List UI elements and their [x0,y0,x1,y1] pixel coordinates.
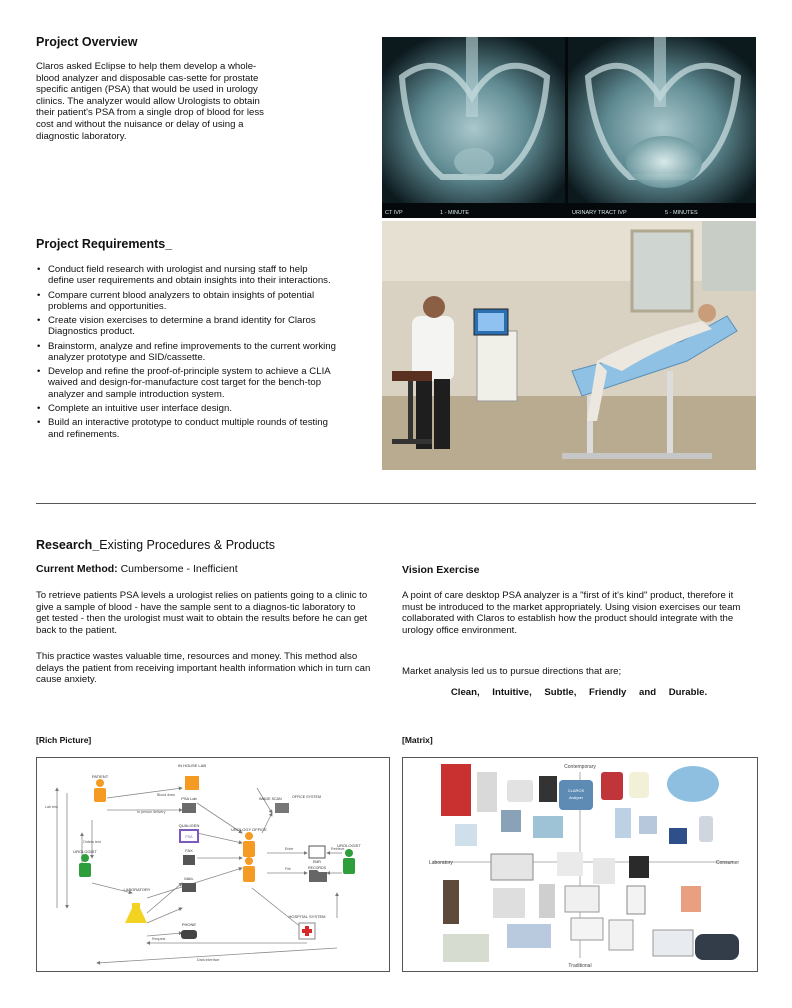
claros-device-image [559,780,593,810]
product-image [627,886,645,914]
rich-picture-diagram [36,757,390,972]
research-title [36,538,275,552]
xray-image [382,37,756,218]
label-request: Request [152,937,166,941]
psa-lab-icon [182,803,196,813]
xray-caption-4: 5 - MINUTES [665,210,698,216]
label-mail: MAIL [184,876,194,881]
clinic-photo [382,221,756,470]
product-image [699,816,713,842]
requirements-list [36,264,336,443]
product-image [493,888,525,918]
label-urologist-left: UROLOGIST [73,849,97,854]
label-in-person: In person delivery [137,810,166,814]
product-image [593,858,615,884]
product-image [533,816,563,838]
vision-exercise-title: Vision Exercise [402,564,480,576]
matrix-axis-bottom: Traditional [568,963,592,969]
claros-brand-label: CLAROS [567,788,585,793]
product-image [507,924,551,948]
label-phone: PHONE [181,922,197,927]
matrix-diagram [402,757,758,972]
current-method-body-1: To retrieve patients PSA levels a urologist relies on patients going to a clinic to give a sample of blood - have the sample sent to a diagnos-tic laboratory to get tested - then the urologist must wait to obtain the results before he can get back to the patient. [36,590,368,636]
urologist-right-icon [343,849,355,874]
mail-icon [182,883,196,892]
label-laboratory: LABORATORY [123,887,151,892]
list-item: • Develop and refine the proof-of-principle system to achieve a CLIA waived and design-for-manufacture cost target for the bench-top analyzer and sample introduction system. [36,366,336,399]
product-image [629,856,649,878]
current-method-label: Current Method: [36,563,118,575]
product-image [615,808,631,838]
current-method-value: Cumbersome - Inefficient [117,563,238,575]
product-image [681,886,701,912]
label-lab-test: Lab test [45,805,58,809]
requirements-title: Project Requirements_ [36,237,173,251]
list-item: • Build an interactive prototype to conduct multiple rounds of testing and refinements. [36,417,336,439]
list-item: • Compare current blood analyzers to obtain insights of potential problems and opportunities. [36,290,336,312]
label-patient: PATIENT [91,774,109,779]
rich-picture-caption: [Rich Picture] [36,735,92,745]
xray-caption-3: URINARY TRACT IVP [572,210,627,216]
label-data-interface: Data interface [197,958,220,962]
list-item: • Create vision exercises to determine a brand identity for Claros Diagnostics product. [36,315,336,337]
product-image [491,854,533,880]
product-image [609,920,633,950]
label-psa-lab: PSA Lab [181,796,197,801]
label-emr: EMR [313,860,321,864]
label-psa-tag: PSA [185,835,193,839]
matrix-axis-right: Consumer [715,860,739,866]
urology-office-icon [243,832,255,882]
patient-icon [94,779,106,802]
claros-device-label: Analyzer [569,796,583,800]
fax-icon [183,855,195,865]
research-title-rest: Existing Procedures & Products [99,538,276,552]
label-retrieve: Retrieve [331,847,345,851]
list-item: • Complete an intuitive user interface design. [36,403,336,414]
product-image [507,780,533,802]
product-image [667,766,719,802]
list-item: • Conduct field research with urologist and nursing staff to help define user requirements and obtain insights into their interactions. [36,264,336,286]
xray-caption-1: CT IVP [385,210,403,216]
product-image [441,764,471,816]
section-divider [36,503,756,504]
product-image [501,810,521,832]
product-image [629,772,649,798]
label-orders-test: Orders test [83,840,101,844]
product-image [455,824,477,846]
phone-icon [181,930,197,939]
label-records: RECORDS [308,866,326,870]
product-image [477,772,497,812]
label-image-scan: IMAGE SCAN [259,797,282,801]
product-image [565,886,599,912]
xray-caption-2: 1 - MINUTE [440,210,470,216]
overview-title: Project Overview [36,35,138,49]
urologist-left-icon [79,854,91,877]
product-image [669,828,687,844]
list-item: • Brainstorm, analyze and refine improvements to the current working analyzer prototype and SID/cassette. [36,341,336,363]
product-image [601,772,623,800]
overview-body: Claros asked Eclipse to help them develop a whole-blood analyzer and disposable cas-sette for prostate specific antigen (PSA) that would be used in urology clinics. The analyzer would allow Urologists to obtain their patient's PSA from a single drop of blood for less cost and without the nuisance or delay of using a diagnostic laboratory. [36,61,264,142]
label-office-system: OFFICE SYSTEM [292,795,321,799]
office-system-icon [275,803,289,813]
product-image [443,934,489,962]
in-house-lab-icon [185,776,199,790]
product-image [639,816,657,834]
product-image [557,852,583,876]
vision-exercise-body-2: Market analysis led us to pursue directions that are; [402,666,622,677]
matrix-axis-top: Contemporary [564,764,596,770]
research-title-bold: Research_ [36,538,100,552]
label-urologist-right: UROLOGIST [337,843,361,848]
current-method-title [36,563,238,575]
label-blood-draw: Blood draw [157,793,175,797]
matrix-axis-left: Laboratory [429,860,453,866]
vision-exercise-body-1: A point of care desktop PSA analyzer is a "first of it's kind" product, therefore it must be introduced to the market appropriately. Using vision exercises our team collaborated with Claros to establish how the product should integrate with the urology office environment. [402,590,741,636]
product-image [539,776,557,802]
emr-icon [309,846,325,858]
label-urology-office: UROLOGY OFFICE [231,827,267,832]
label-in-house-lab: IN HOUSE LAB [177,763,207,768]
label-fax: FAX [185,848,193,853]
vision-keywords: Clean, Intuitive, Subtle, Friendly and Durable. [450,687,708,698]
label-enter: Enter [285,847,294,851]
label-hospital-system: HOSPITAL SYSTEM [288,914,326,919]
laboratory-icon [125,903,147,923]
label-qualigen: QUALIGEN [178,823,200,828]
label-file: File [285,867,291,871]
product-image [653,930,693,956]
matrix-caption: [Matrix] [402,735,433,745]
product-image [539,884,555,918]
records-icon [309,870,327,882]
current-method-body-2: This practice wastes valuable time, resources and money. This method also delays the patient from receiving important health information which in turn can cause anxiety. [36,651,371,686]
product-image [571,918,603,940]
product-image [695,934,739,960]
product-image [443,880,459,924]
